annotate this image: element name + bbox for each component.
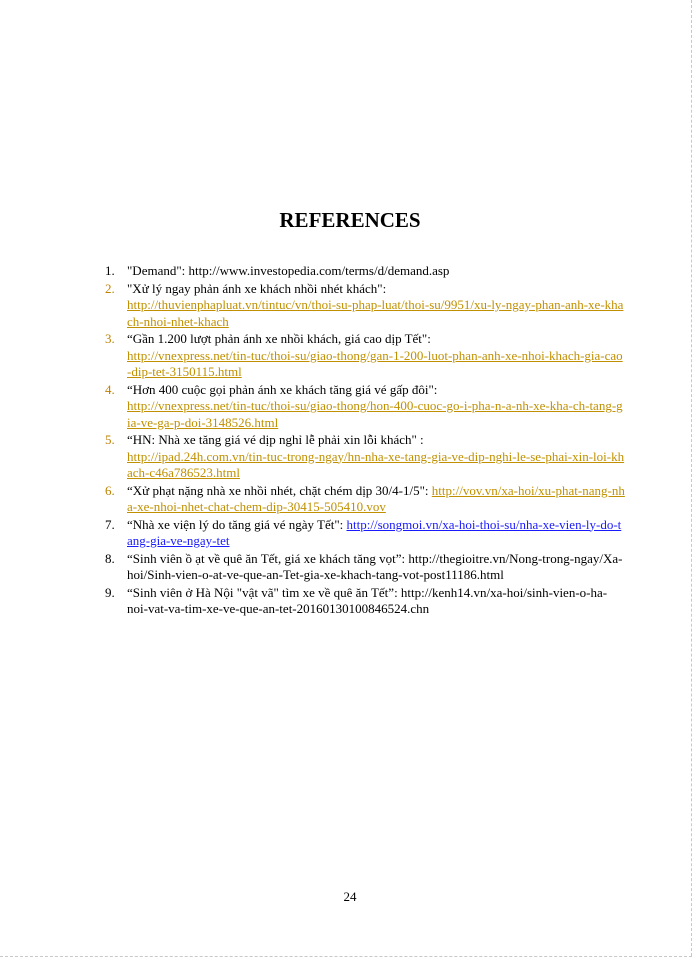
reference-number: 8. <box>105 550 115 566</box>
reference-link[interactable]: http://songmoi.vn/xa-hoi-thoi-su/nha-xe-vien-ly-do-tang-gia-ve-ngay-tet <box>127 516 622 548</box>
reference-number: 9. <box>105 584 115 600</box>
reference-link[interactable]: http://vnexpress.net/tin-tuc/thoi-su/giao-thong/hon-400-cuoc-go-i-pha-n-a-nh-xe-kha-ch-tang-gia-ve-ga-p-doi-3148526.html <box>127 398 623 430</box>
reference-link[interactable]: http://thuvienphapluat.vn/tintuc/vn/thoi-su-phap-luat/thoi-su/9951/xu-ly-ngay-phan-anh-xe-khach-nhoi-nhet-khach <box>127 297 624 329</box>
page-border-right <box>691 0 692 956</box>
reference-link[interactable]: http://vov.vn/xa-hoi/xu-phat-nang-nha-xe-nhoi-nhet-chat-chem-dip-30415-505410.vov <box>127 482 625 514</box>
reference-number: 5. <box>105 432 115 447</box>
reference-item <box>105 585 625 618</box>
reference-link[interactable]: http://ipad.24h.com.vn/tin-tuc-trong-ngay/hn-nha-xe-tang-gia-ve-dip-nghi-le-se-phai-xin-loi-khach-c46a786523.html <box>127 448 625 480</box>
page-border-bottom <box>0 956 692 957</box>
reference-text: “Sinh viên ồ ạt về quê ăn Tết, giá xe khách tăng vọt”: http://thegioitre.vn/Nong-trong-ngay/Xa-hoi/Sinh-vien-o-at-ve-que-an-Tet-gia-xe-khach-tang-vot-post11186.html <box>127 550 623 582</box>
references-list <box>105 263 625 618</box>
reference-item <box>105 483 625 516</box>
reference-item <box>105 432 625 482</box>
reference-text: “HN: Nhà xe tăng giá vé dịp nghỉ lễ phải xin lỗi khách" : <box>127 432 424 447</box>
reference-text: "Xử lý ngay phản ánh xe khách nhồi nhét khách": <box>127 280 387 296</box>
reference-text: “Gần 1.200 lượt phản ánh xe nhồi khách, giá cao dịp Tết": <box>127 331 431 346</box>
reference-number: 4. <box>105 381 115 397</box>
reference-text: “Hơn 400 cuộc gọi phản ánh xe khách tăng giá vé gấp đôi": <box>127 381 438 397</box>
page-title: REFERENCES <box>279 208 421 232</box>
reference-number: 7. <box>105 516 115 532</box>
reference-text: “Xử phạt nặng nhà xe nhồi nhét, chặt chém dịp 30/4-1/5": <box>127 482 432 498</box>
reference-text: “Sinh viên ở Hà Nội "vật vã" tìm xe về quê ăn Tết”: http://kenh14.vn/xa-hoi/sinh-vien-o-ha-noi-vat-va-tim-xe-ve-que-an-tet-20160130100846524.chn <box>127 584 608 616</box>
reference-number: 6. <box>105 482 115 498</box>
reference-item <box>105 382 625 432</box>
reference-item <box>105 551 625 584</box>
reference-item <box>105 281 625 331</box>
page-number: 24 <box>343 889 357 904</box>
reference-text: "Demand": http://www.investopedia.com/terms/d/demand.asp <box>127 263 450 278</box>
reference-item <box>105 263 625 280</box>
reference-link[interactable]: http://vnexpress.net/tin-tuc/thoi-su/giao-thong/gan-1-200-luot-phan-anh-xe-nhoi-khach-gia-cao-dip-tet-3150115.html <box>127 347 623 379</box>
reference-number: 2. <box>105 280 115 296</box>
reference-item <box>105 331 625 381</box>
reference-number: 3. <box>105 331 115 346</box>
reference-number: 1. <box>105 263 115 278</box>
reference-item <box>105 517 625 550</box>
reference-text: “Nhà xe viện lý do tăng giá vé ngày Tết": <box>127 516 347 532</box>
